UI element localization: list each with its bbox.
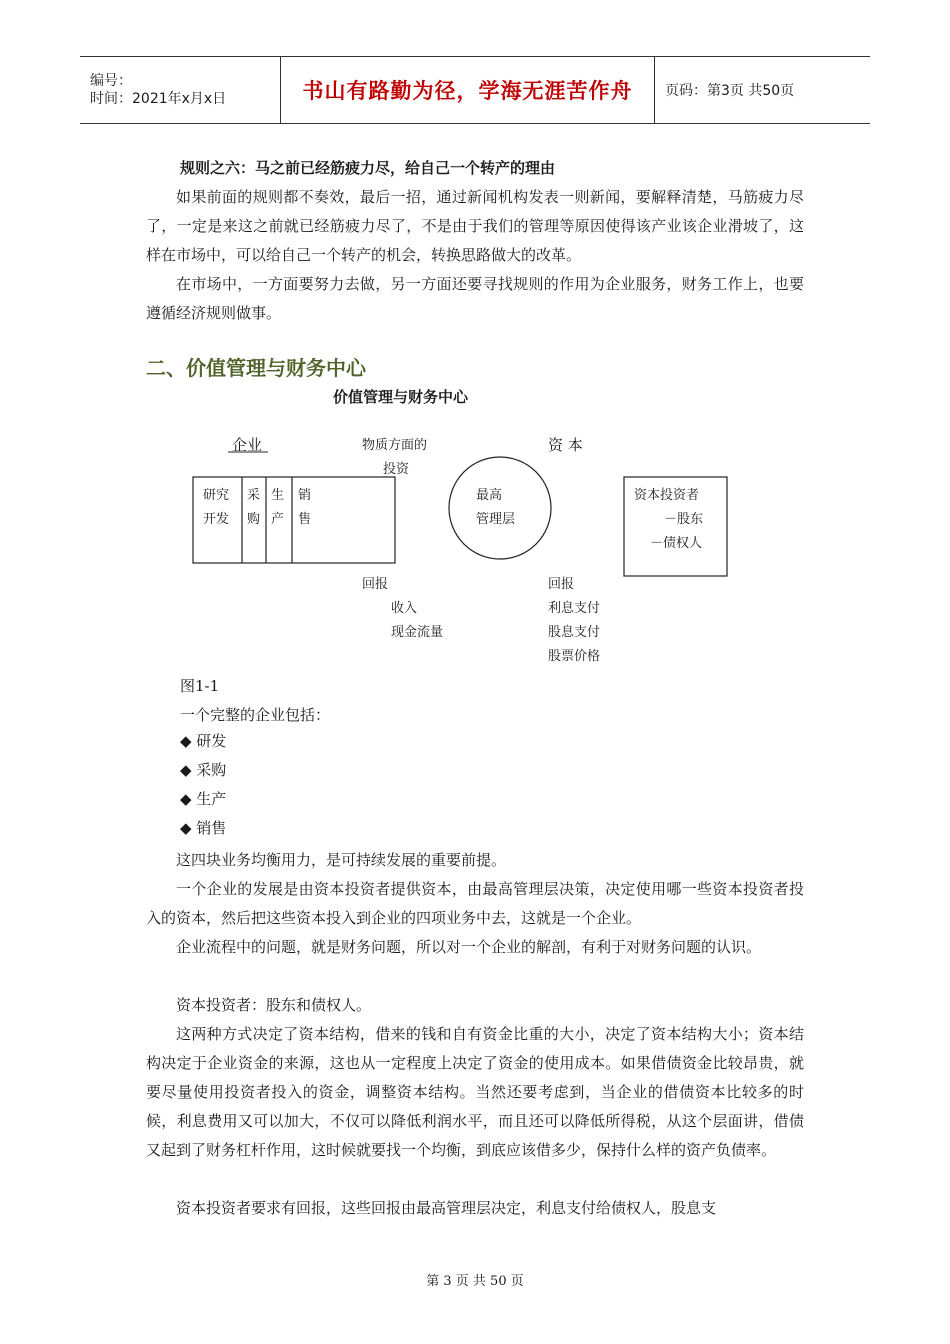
dept-purchase-line1: 采: [247, 488, 261, 503]
page-header: [80, 56, 870, 124]
header-motto: [281, 57, 655, 123]
dept-rd-line2: 开发: [203, 512, 230, 527]
bullet-purchase: ◆ 采购: [180, 761, 227, 779]
cashflow-label: 现金流量: [391, 625, 444, 640]
enterprise-label: 企业: [232, 436, 263, 454]
page-footer: 第 3 页 共 50 页: [426, 1274, 524, 1289]
motto-text: 书山有路勤为径，学海无涯苦作舟: [302, 79, 633, 103]
number-label: 编号：: [90, 73, 132, 89]
capital-label: 资 本: [548, 436, 583, 454]
time-label: 时间：2021年x月x日: [90, 91, 227, 107]
paragraph-investors: 资本投资者：股东和债权人。: [176, 996, 372, 1014]
header-page: [655, 57, 870, 123]
return-left-label: 回报: [362, 577, 389, 592]
bullet-sales: ◆ 销售: [180, 819, 227, 837]
paragraph-development: 一个企业的发展是由资本投资者提供资本，由最高管理层决策，决定使用哪一些资本投资者投入的资本，然后把这些资本投入到企业的四项业务中去，这就是一个企业。: [146, 880, 804, 927]
paragraph-returns: 资本投资者要求有回报，这些回报由最高管理层决定，利息支付给债权人，股息支: [176, 1199, 717, 1217]
material-investment-line1: 物质方面的: [362, 438, 428, 453]
dividend-label: 股息支付: [548, 625, 601, 640]
investor-line3: －债权人: [650, 536, 703, 551]
paragraph-balance: 这四块业务均衡用力，是可持续发展的重要前提。: [176, 851, 507, 869]
figure-caption: 图1-1: [180, 677, 220, 695]
management-line1: 最高: [476, 488, 503, 503]
enterprise-intro: 一个完整的企业包括：: [180, 706, 331, 724]
investor-line1: 资本投资者: [634, 488, 700, 503]
section-heading: 二、价值管理与财务中心: [146, 356, 366, 380]
rule6-title: 规则之六：马之前已经筋疲力尽，给自己一个转产的理由: [180, 159, 556, 177]
material-investment-line2: 投资: [383, 462, 410, 477]
bullet-production: ◆ 生产: [180, 790, 227, 808]
dept-production-line1: 生: [271, 488, 285, 503]
return-right-label: 回报: [548, 577, 575, 592]
bullet-rd: ◆ 研发: [180, 732, 227, 750]
investor-line2: －股东: [664, 512, 704, 527]
dept-sales-line1: 销: [298, 488, 312, 503]
interest-label: 利息支付: [548, 601, 601, 616]
dept-rd-line1: 研究: [203, 488, 230, 503]
diagram-shapes: [180, 380, 740, 670]
rule6-paragraph-2: 在市场中，一方面要努力去做，另一方面还要寻找规则的作用为企业服务，财务工作上，也要遵循经济规则做事。: [146, 275, 804, 322]
dept-purchase-line2: 购: [247, 512, 261, 527]
value-management-diagram: [180, 380, 740, 670]
dept-sales-line2: 售: [298, 512, 312, 527]
diagram-title: 价值管理与财务中心: [333, 388, 469, 406]
header-meta: [80, 57, 281, 123]
dept-production-line2: 产: [271, 512, 285, 527]
income-label: 收入: [391, 601, 418, 616]
page-label: 页码：第3页 共50页: [665, 83, 795, 99]
paragraph-financial-problem: 企业流程中的问题，就是财务问题，所以对一个企业的解剖，有利于对财务问题的认识。: [176, 938, 762, 956]
management-line2: 管理层: [476, 512, 516, 527]
stock-price-label: 股票价格: [548, 649, 601, 664]
paragraph-capital-structure: 这两种方式决定了资本结构，借来的钱和自有资金比重的大小，决定了资本结构大小；资本结构决定于企业资金的来源，这也从一定程度上决定了资金的使用成本。如果借债资金比较昂贵，就要尽量使用投资者投入的资金，调整资本结构。当然还要考虑到，当企业的借债资本比较多的时候，利息费用又可以加大，不仅可以降低利润水平，而且还可以降低所得税，从这个层面讲，借债又起到了财务杠杆作用，这时候就要找一个均衡，到底应该借多少，保持什么样的资产负债率。: [146, 1025, 804, 1159]
rule6-paragraph-1: 如果前面的规则都不奏效，最后一招，通过新闻机构发表一则新闻，要解释清楚，马筋疲力尽了，一定是来这之前就已经筋疲力尽了，不是由于我们的管理等原因使得该产业该企业滑坡了，这样在市场中，可以给自己一个转产的机会，转换思路做大的改革。: [146, 188, 804, 264]
